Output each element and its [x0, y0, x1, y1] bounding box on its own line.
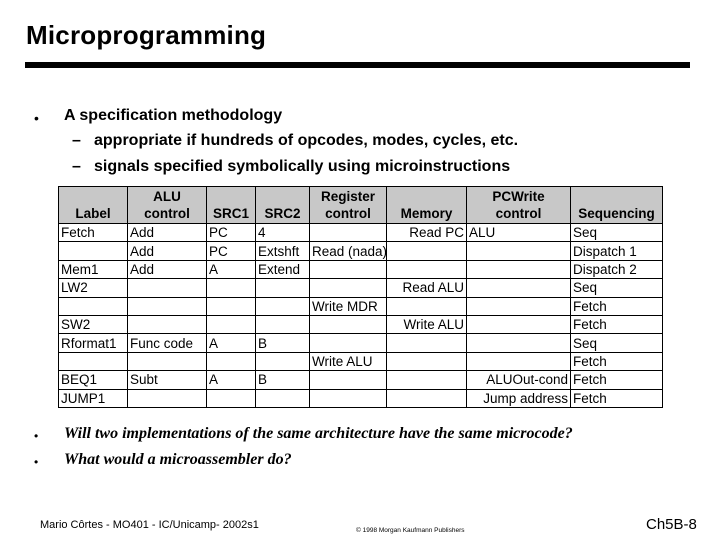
cell-alu-control: Subt [128, 371, 207, 389]
cell-src2 [256, 352, 310, 370]
header-src2: SRC2 [256, 187, 310, 224]
sub-bullet-1 [72, 132, 518, 150]
cell-alu-control: Add [128, 260, 207, 278]
cell-sequencing: Dispatch 1 [571, 242, 663, 260]
cell-label: LW2 [59, 279, 128, 297]
cell-register-control: Write ALU [310, 352, 387, 370]
cell-register-control [310, 279, 387, 297]
title-divider [25, 62, 690, 68]
cell-src2: B [256, 371, 310, 389]
cell-alu-control: Add [128, 224, 207, 242]
cell-register-control: Read (nada) [310, 242, 387, 260]
dash-marker: – [72, 132, 81, 149]
cell-memory: Read PC [387, 224, 467, 242]
sub-bullet-2 [72, 158, 510, 176]
cell-register-control: Write MDR [310, 297, 387, 315]
cell-alu-control [128, 389, 207, 407]
cell-sequencing: Fetch [571, 371, 663, 389]
cell-alu-control [128, 315, 207, 333]
header-memory: Memory [387, 187, 467, 224]
cell-src2 [256, 315, 310, 333]
cell-register-control [310, 260, 387, 278]
cell-src1: A [207, 371, 256, 389]
cell-label: JUMP1 [59, 389, 128, 407]
footer-copyright: © 1998 Morgan Kaufmann Publishers [356, 527, 465, 534]
cell-pcwrite-control [467, 352, 571, 370]
cell-sequencing: Dispatch 2 [571, 260, 663, 278]
cell-label: SW2 [59, 315, 128, 333]
bullet-marker: • [34, 455, 39, 469]
table-row [59, 260, 663, 278]
bullet-marker: • [34, 429, 39, 443]
dash-marker: – [72, 158, 81, 175]
cell-sequencing: Fetch [571, 352, 663, 370]
table-row [59, 224, 663, 242]
cell-sequencing: Fetch [571, 389, 663, 407]
header-alu-control: ALU control [128, 187, 207, 224]
cell-memory [387, 297, 467, 315]
cell-alu-control [128, 279, 207, 297]
cell-src2: B [256, 334, 310, 352]
cell-alu-control: Add [128, 242, 207, 260]
sub-bullet-2-text: signals specified symbolically using microinstructions [94, 158, 511, 175]
cell-alu-control: Func code [128, 334, 207, 352]
cell-label: Fetch [59, 224, 128, 242]
cell-memory [387, 371, 467, 389]
table-row [59, 334, 663, 352]
microprogram-table [58, 186, 663, 408]
table-row [59, 297, 663, 315]
cell-sequencing: Seq [571, 279, 663, 297]
table-row [59, 315, 663, 333]
cell-pcwrite-control: ALU [467, 224, 571, 242]
cell-pcwrite-control: Jump address [467, 389, 571, 407]
cell-src2 [256, 297, 310, 315]
cell-register-control [310, 315, 387, 333]
table-row [59, 371, 663, 389]
cell-register-control [310, 224, 387, 242]
table-row [59, 389, 663, 407]
cell-label [59, 352, 128, 370]
cell-memory [387, 260, 467, 278]
cell-pcwrite-control [467, 297, 571, 315]
header-register-control: Register control [310, 187, 387, 224]
cell-pcwrite-control [467, 260, 571, 278]
cell-pcwrite-control [467, 315, 571, 333]
cell-sequencing: Seq [571, 334, 663, 352]
cell-sequencing: Fetch [571, 315, 663, 333]
footer-author: Mario Côrtes - MO401 - IC/Unicamp- 2002s1 [40, 519, 259, 531]
cell-sequencing: Fetch [571, 297, 663, 315]
cell-label: Mem1 [59, 260, 128, 278]
cell-alu-control [128, 352, 207, 370]
table-row [59, 352, 663, 370]
cell-label: BEQ1 [59, 371, 128, 389]
sub-bullet-1-text: appropriate if hundreds of opcodes, modes, cycles, etc. [94, 132, 519, 149]
cell-src2: 4 [256, 224, 310, 242]
cell-src1 [207, 315, 256, 333]
cell-src1: A [207, 334, 256, 352]
cell-register-control [310, 371, 387, 389]
cell-alu-control [128, 297, 207, 315]
bullet-marker: • [34, 110, 39, 126]
question-1: Will two implementations of the same architecture have the same microcode? [64, 425, 573, 442]
cell-pcwrite-control [467, 334, 571, 352]
cell-src1: A [207, 260, 256, 278]
cell-memory [387, 352, 467, 370]
cell-src1 [207, 297, 256, 315]
cell-label [59, 242, 128, 260]
cell-label: Rformat1 [59, 334, 128, 352]
header-src1: SRC1 [207, 187, 256, 224]
cell-sequencing: Seq [571, 224, 663, 242]
cell-register-control [310, 334, 387, 352]
header-sequencing: Sequencing [571, 187, 663, 224]
cell-memory [387, 389, 467, 407]
header-pcwrite-control: PCWrite control [467, 187, 571, 224]
slide-number: Ch5B-8 [646, 516, 697, 533]
question-2: What would a microassembler do? [64, 451, 292, 468]
cell-label [59, 297, 128, 315]
cell-src2 [256, 279, 310, 297]
cell-src1 [207, 389, 256, 407]
table-row [59, 242, 663, 260]
cell-pcwrite-control [467, 279, 571, 297]
cell-memory: Write ALU [387, 315, 467, 333]
table-header-row [59, 187, 663, 224]
cell-src2: Extend [256, 260, 310, 278]
cell-src1: PC [207, 242, 256, 260]
header-label: Label [59, 187, 128, 224]
cell-src2: Extshft [256, 242, 310, 260]
cell-src2 [256, 389, 310, 407]
cell-src1 [207, 279, 256, 297]
cell-src1: PC [207, 224, 256, 242]
bullet-main: A specification methodology [64, 107, 283, 124]
cell-src1 [207, 352, 256, 370]
table-row [59, 279, 663, 297]
cell-memory: Read ALU [387, 279, 467, 297]
cell-pcwrite-control [467, 242, 571, 260]
cell-memory [387, 334, 467, 352]
cell-register-control [310, 389, 387, 407]
slide-title: Microprogramming [26, 20, 267, 50]
cell-pcwrite-control: ALUOut-cond [467, 371, 571, 389]
cell-memory [387, 242, 467, 260]
